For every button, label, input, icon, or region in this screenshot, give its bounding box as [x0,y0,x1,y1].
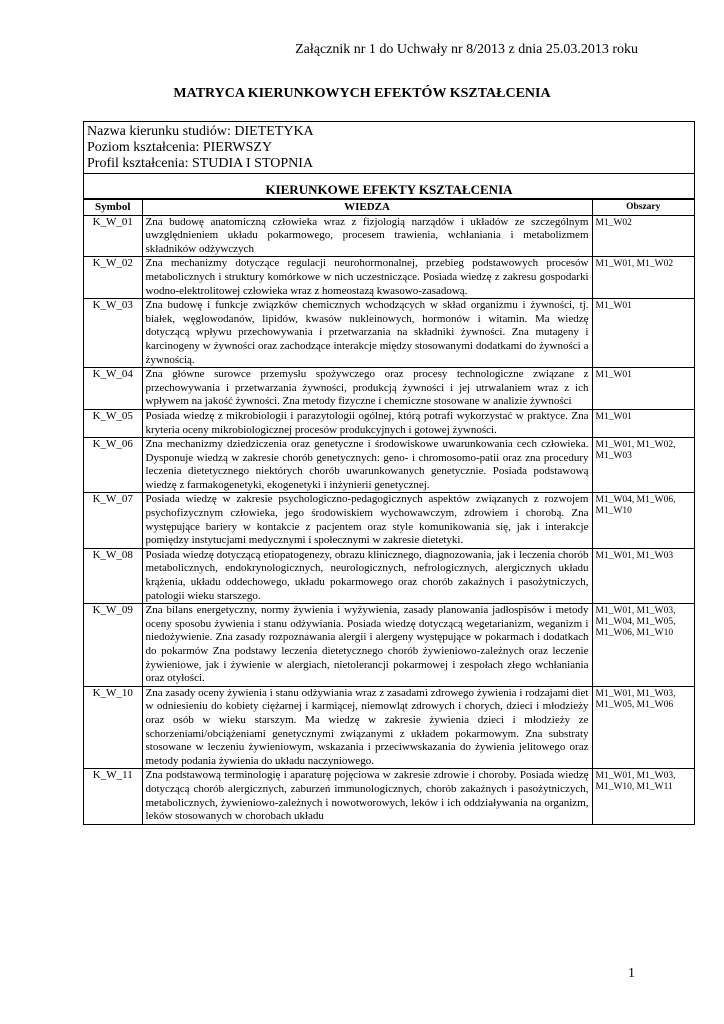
effect-description: Zna mechanizmy dziedziczenia oraz genetyczne i środowiskowe uwarunkowania cech człowieka. Dysponuje wiedzą w zakresie chorób genetycznych: geno- i chromosomo-patii oraz zna procedury leczenia dietetycznego niektórych chorób uwarunkowanych genetycznie. Posiada podstawową wiedzę z farmakogenetyki, ekogenetyki i inżynierii genetycznej. [142,438,592,493]
study-profile: Profil kształcenia: STUDIA I STOPNIA [87,156,314,171]
effect-description: Zna podstawową terminologię i aparaturę pojęciowa w zakresie zdrowie i choroby. Posiada wiedzę dotyczącą chorób alergicznych, zaburzeń immunologicznych, chorób zakaźnych i pasożytniczych, metabolicznych, żywieniowo-zależnych i nowotworowych, leków i ich oddziaływania na organizm, leków stosowanych w chorobach układu [142,769,592,824]
effect-description: Zna bilans energetyczny, normy żywienia i wyżywienia, zasady planowania jadłospisów i metody oceny sposobu żywienia i stanu odżywiania. Posiada wiedzę dotyczącą wegetarianizm, weganizm i niedożywienie. Zna zasady rozpoznawania alergii i alergeny występujące w pokarmach i dodatkach do pokarmów Zna podstawy leczenia dietetycznego chorób żywieniowo-zależnych oraz leczenie żywieniowe, jak i żywienie w alergiach, nietolerancji pokarmowej i zespołach złego wchłaniania oraz otyłości. [142,604,592,687]
effect-symbol: K_W_01 [84,215,142,257]
effect-description: Zna budowę anatomiczną człowieka wraz z fizjologią narządów i układów ze szczególnym uwzględnieniem układu pokarmowego, procesem trawienia, wchłaniania i metabolizmem składników odżywczych [142,215,592,257]
effect-symbol: K_W_03 [84,299,142,368]
effect-description: Zna mechanizmy dotyczące regulacji neurohormonalnej, przebieg podstawowych procesów metabolicznych i struktury komórkowe w nich uczestniczące. Posiada wiedzę z zakresu gospodarki wodno-elektrolitowej człowieka wraz z homeostazą kwasowo-zasadową. [142,257,592,299]
effect-description: Posiada wiedzę dotyczącą etiopatogenezy, obrazu klinicznego, diagnozowania, jak i leczenia chorób metabolicznych, endokrynologicznych, neurologicznych, nefrologicznych, alergicznych układu krążenia, układu oddechowego, układu pokarmowego oraz chorób zakaźnych i pasożytniczych, patologii wieku starszego. [142,548,592,603]
table-row [84,409,694,437]
effect-symbol: K_W_06 [84,438,142,493]
effect-areas: M1_W01, M1_W03, M1_W04, M1_W05, M1_W06, M1_W10 [592,604,694,687]
effect-areas: M1_W01, M1_W02 [592,257,694,299]
effect-areas: M1_W01 [592,299,694,368]
effect-symbol: K_W_11 [84,769,142,824]
effect-description: Zna główne surowce przemysłu spożywczego oraz procesy technologiczne związane z przechowywania i przetwarzania żywności, produkcją żywności i jej utrwalaniem wraz z ich wpływem na jakość żywności. Zna metody fizyczne i chemiczne stosowane w analizie żywności [142,368,592,410]
document-title: MATRYCA KIERUNKOWYCH EFEKTÓW KSZTAŁCENIA [173,86,551,101]
section-title: KIERUNKOWE EFEKTY KSZTAŁCENIA [84,174,694,199]
document-annex-note: Załącznik nr 1 do Uchwały nr 8/2013 z dnia 25.03.2013 roku [295,42,638,57]
table-row [84,368,694,410]
effect-symbol: K_W_07 [84,493,142,548]
effect-description: Zna zasady oceny żywienia i stanu odżywiania wraz z zasadami zdrowego żywienia i rodzajami diet w odniesieniu do kobiety ciężarnej i karmiącej, niemowląt zdrowych i chorych, dzieci i młodzieży oraz osób w wieku starszym. Ma wiedzę w zakresie żywienia dzieci i młodzieży ze schorzeniami/obciążeniami genetycznymi związanymi z układem pokarmowym. Zna substraty stosowane w leczeniu żywieniowym, wskazania i przeciwwskazania do żywienia jelitowego oraz metody podania żywienia do układu naczyniowego. [142,686,592,769]
table-row [84,215,694,257]
effect-symbol: K_W_05 [84,409,142,437]
column-header-areas: Obszary [592,200,694,216]
effect-description: Posiada wiedzę z mikrobiologii i parazytologii ogólnej, którą potrafi wykorzystać w praktyce. Zna kryteria oceny mikrobiologicznej procesów produkcyjnych i gotowej żywności. [142,409,592,437]
effect-areas: M1_W01, M1_W02, M1_W03 [592,438,694,493]
effect-areas: M1_W01 [592,368,694,410]
column-header-symbol: Symbol [84,200,142,216]
table-row [84,769,694,824]
effect-areas: M1_W04, M1_W06, M1_W10 [592,493,694,548]
effect-symbol: K_W_10 [84,686,142,769]
table-row [84,299,694,368]
effect-symbol: K_W_04 [84,368,142,410]
table-row [84,686,694,769]
effect-areas: M1_W01, M1_W03, M1_W10, M1_W11 [592,769,694,824]
effect-symbol: K_W_08 [84,548,142,603]
effect-areas: M1_W01, M1_W03, M1_W05, M1_W06 [592,686,694,769]
study-level: Poziom kształcenia: PIERWSZY [87,140,273,155]
effect-description: Zna budowę i funkcje związków chemicznych wchodzących w skład organizmu i żywności, tj. białek, węglowodanów, lipidów, kwasów nukleinowych, hormonów i witamin. Ma wiedzę dotyczącą wpływu przechowywania i przetwarzania na składniki żywności. Zna mutageny i karcinogeny w żywności oraz zachodzące interakcje między stosowanymi dodatkami do żywności a żywnością. [142,299,592,368]
matrix-box [83,121,695,825]
column-header-knowledge: WIEDZA [142,200,592,216]
table-row [84,257,694,299]
table-header-row [84,200,694,216]
table-row [84,493,694,548]
effect-symbol: K_W_02 [84,257,142,299]
field-of-study: Nazwa kierunku studiów: DIETETYKA [87,124,314,139]
page-number: 1 [628,966,635,981]
effect-symbol: K_W_09 [84,604,142,687]
effect-areas: M1_W01, M1_W03 [592,548,694,603]
effect-description: Posiada wiedzę w zakresie psychologiczno-pedagogicznych aspektów związanych z rozwojem psychofizycznym człowieka, jego środowiskiem wychowawczym, zdrowiem i chorobą. Zna występujące bariery w kontakcie z pacjentem oraz style komunikowania się, jak i interakcje pomiędzy instytucjami medycznymi i społecznymi w zakresie dietetyki. [142,493,592,548]
effect-areas: M1_W01 [592,409,694,437]
effect-areas: M1_W02 [592,215,694,257]
effects-table [84,199,694,824]
table-row [84,548,694,603]
study-info [84,122,694,174]
table-row [84,438,694,493]
table-row [84,604,694,687]
